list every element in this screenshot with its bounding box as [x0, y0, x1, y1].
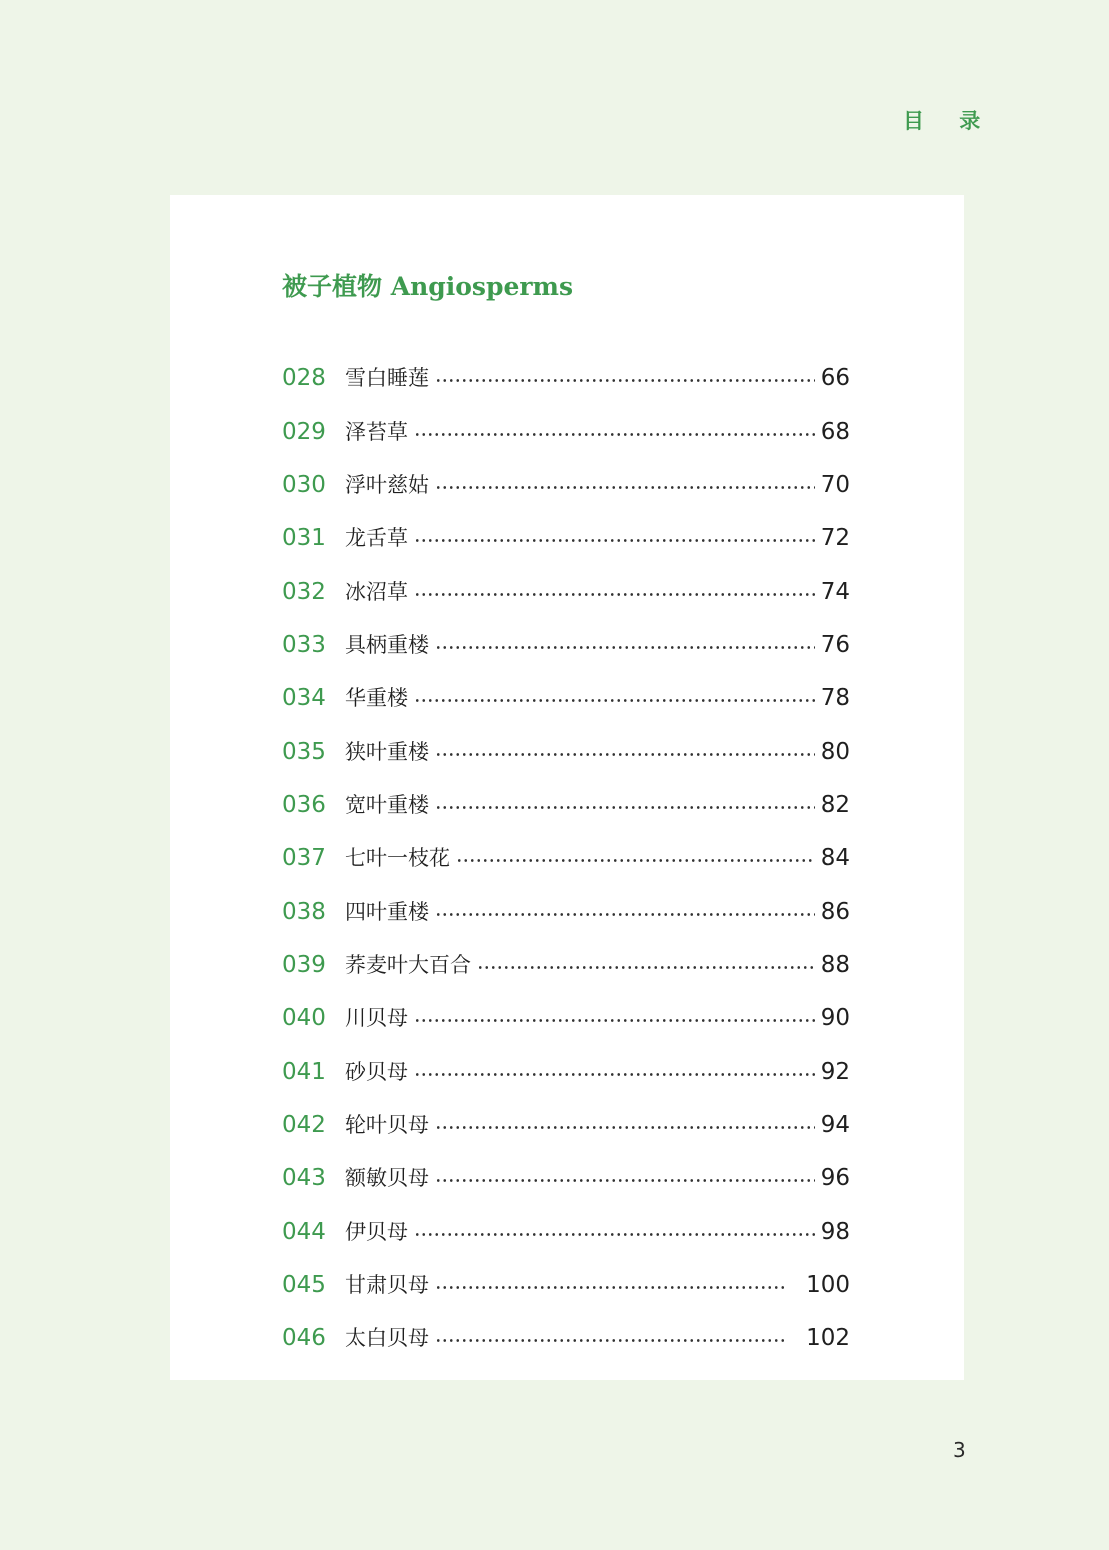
- entry-page: 84: [820, 845, 850, 872]
- toc-row[interactable]: [282, 1259, 850, 1312]
- toc-row[interactable]: [282, 1152, 850, 1205]
- entry-page: 74: [820, 578, 850, 605]
- entry-page: 96: [820, 1165, 850, 1192]
- entry-number: 045: [282, 1272, 326, 1299]
- entry-number: 030: [282, 471, 326, 498]
- entry-title: 具柄重楼: [345, 632, 429, 657]
- toc-list: [282, 352, 850, 1366]
- toc-row[interactable]: [282, 405, 850, 458]
- dot-leader: [414, 1073, 815, 1076]
- entry-page: 78: [820, 685, 850, 712]
- entry-page: 100: [806, 1272, 850, 1299]
- entry-number: 028: [282, 365, 326, 392]
- toc-row[interactable]: [282, 352, 850, 405]
- entry-title: 甘肃贝母: [345, 1273, 429, 1298]
- dot-leader: [414, 699, 815, 702]
- entry-number: 046: [282, 1325, 326, 1352]
- toc-row[interactable]: [282, 1312, 850, 1365]
- toc-row[interactable]: [282, 992, 850, 1045]
- toc-row[interactable]: [282, 1206, 850, 1259]
- toc-row[interactable]: [282, 885, 850, 938]
- dot-leader: [435, 1126, 815, 1129]
- dot-leader: [435, 913, 815, 916]
- entry-page: 98: [820, 1218, 850, 1245]
- entry-number: 032: [282, 578, 326, 605]
- dot-leader: [456, 859, 815, 862]
- entry-title: 川贝母: [345, 1006, 408, 1031]
- dot-leader: [435, 1179, 815, 1182]
- entry-title: 狭叶重楼: [345, 739, 429, 764]
- dot-leader: [414, 433, 815, 436]
- entry-page: 72: [820, 525, 850, 552]
- toc-row[interactable]: [282, 1045, 850, 1098]
- dot-leader: [435, 379, 815, 382]
- entry-number: 038: [282, 898, 326, 925]
- entry-page: 76: [820, 631, 850, 658]
- entry-number: 040: [282, 1005, 326, 1032]
- contents-panel: [170, 195, 964, 1380]
- entry-page: 80: [820, 738, 850, 765]
- entry-title: 冰沼草: [345, 579, 408, 604]
- entry-title: 宽叶重楼: [345, 792, 429, 817]
- toc-row[interactable]: [282, 565, 850, 618]
- entry-page: 88: [820, 951, 850, 978]
- section-title: 被子植物 Angiosperms: [282, 272, 574, 301]
- dot-leader: [477, 966, 815, 969]
- entry-number: 039: [282, 951, 326, 978]
- toc-row[interactable]: [282, 619, 850, 672]
- running-header: 目 录: [903, 109, 995, 133]
- entry-title: 华重楼: [345, 686, 408, 711]
- entry-page: 94: [820, 1111, 850, 1138]
- entry-page: 92: [820, 1058, 850, 1085]
- entry-number: 042: [282, 1111, 326, 1138]
- entry-page: 70: [820, 471, 850, 498]
- entry-title: 四叶重楼: [345, 899, 429, 924]
- entry-title: 额敏贝母: [345, 1166, 429, 1191]
- entry-page: 66: [820, 365, 850, 392]
- dot-leader: [435, 486, 815, 489]
- dot-leader: [414, 593, 815, 596]
- entry-number: 044: [282, 1218, 326, 1245]
- entry-title: 浮叶慈姑: [345, 472, 429, 497]
- entry-page: 102: [806, 1325, 850, 1352]
- entry-title: 荞麦叶大百合: [345, 952, 471, 977]
- dot-leader: [414, 1019, 815, 1022]
- entry-title: 伊贝母: [345, 1219, 408, 1244]
- entry-number: 043: [282, 1165, 326, 1192]
- toc-row[interactable]: [282, 459, 850, 512]
- dot-leader: [435, 753, 815, 756]
- entry-title: 七叶一枝花: [345, 846, 450, 871]
- entry-number: 035: [282, 738, 326, 765]
- entry-title: 砂贝母: [345, 1059, 408, 1084]
- toc-row[interactable]: [282, 779, 850, 832]
- entry-number: 031: [282, 525, 326, 552]
- entry-title: 龙舌草: [345, 526, 408, 551]
- entry-number: 033: [282, 631, 326, 658]
- page-number: 3: [953, 1438, 966, 1462]
- entry-title: 轮叶贝母: [345, 1112, 429, 1137]
- dot-leader: [435, 806, 815, 809]
- toc-row[interactable]: [282, 672, 850, 725]
- dot-leader: [414, 1233, 815, 1236]
- toc-row[interactable]: [282, 1099, 850, 1152]
- entry-title: 雪白睡莲: [345, 366, 429, 391]
- toc-row[interactable]: [282, 725, 850, 778]
- entry-number: 037: [282, 845, 326, 872]
- entry-number: 041: [282, 1058, 326, 1085]
- toc-row[interactable]: [282, 939, 850, 992]
- toc-row[interactable]: [282, 832, 850, 885]
- dot-leader: [435, 1286, 788, 1289]
- entry-number: 029: [282, 418, 326, 445]
- entry-page: 86: [820, 898, 850, 925]
- dot-leader: [435, 1339, 788, 1342]
- toc-row[interactable]: [282, 512, 850, 565]
- dot-leader: [435, 646, 815, 649]
- entry-page: 68: [820, 418, 850, 445]
- entry-number: 034: [282, 685, 326, 712]
- entry-number: 036: [282, 791, 326, 818]
- entry-title: 太白贝母: [345, 1326, 429, 1351]
- entry-page: 82: [820, 791, 850, 818]
- entry-page: 90: [820, 1005, 850, 1032]
- dot-leader: [414, 539, 815, 542]
- entry-title: 泽苔草: [345, 419, 408, 444]
